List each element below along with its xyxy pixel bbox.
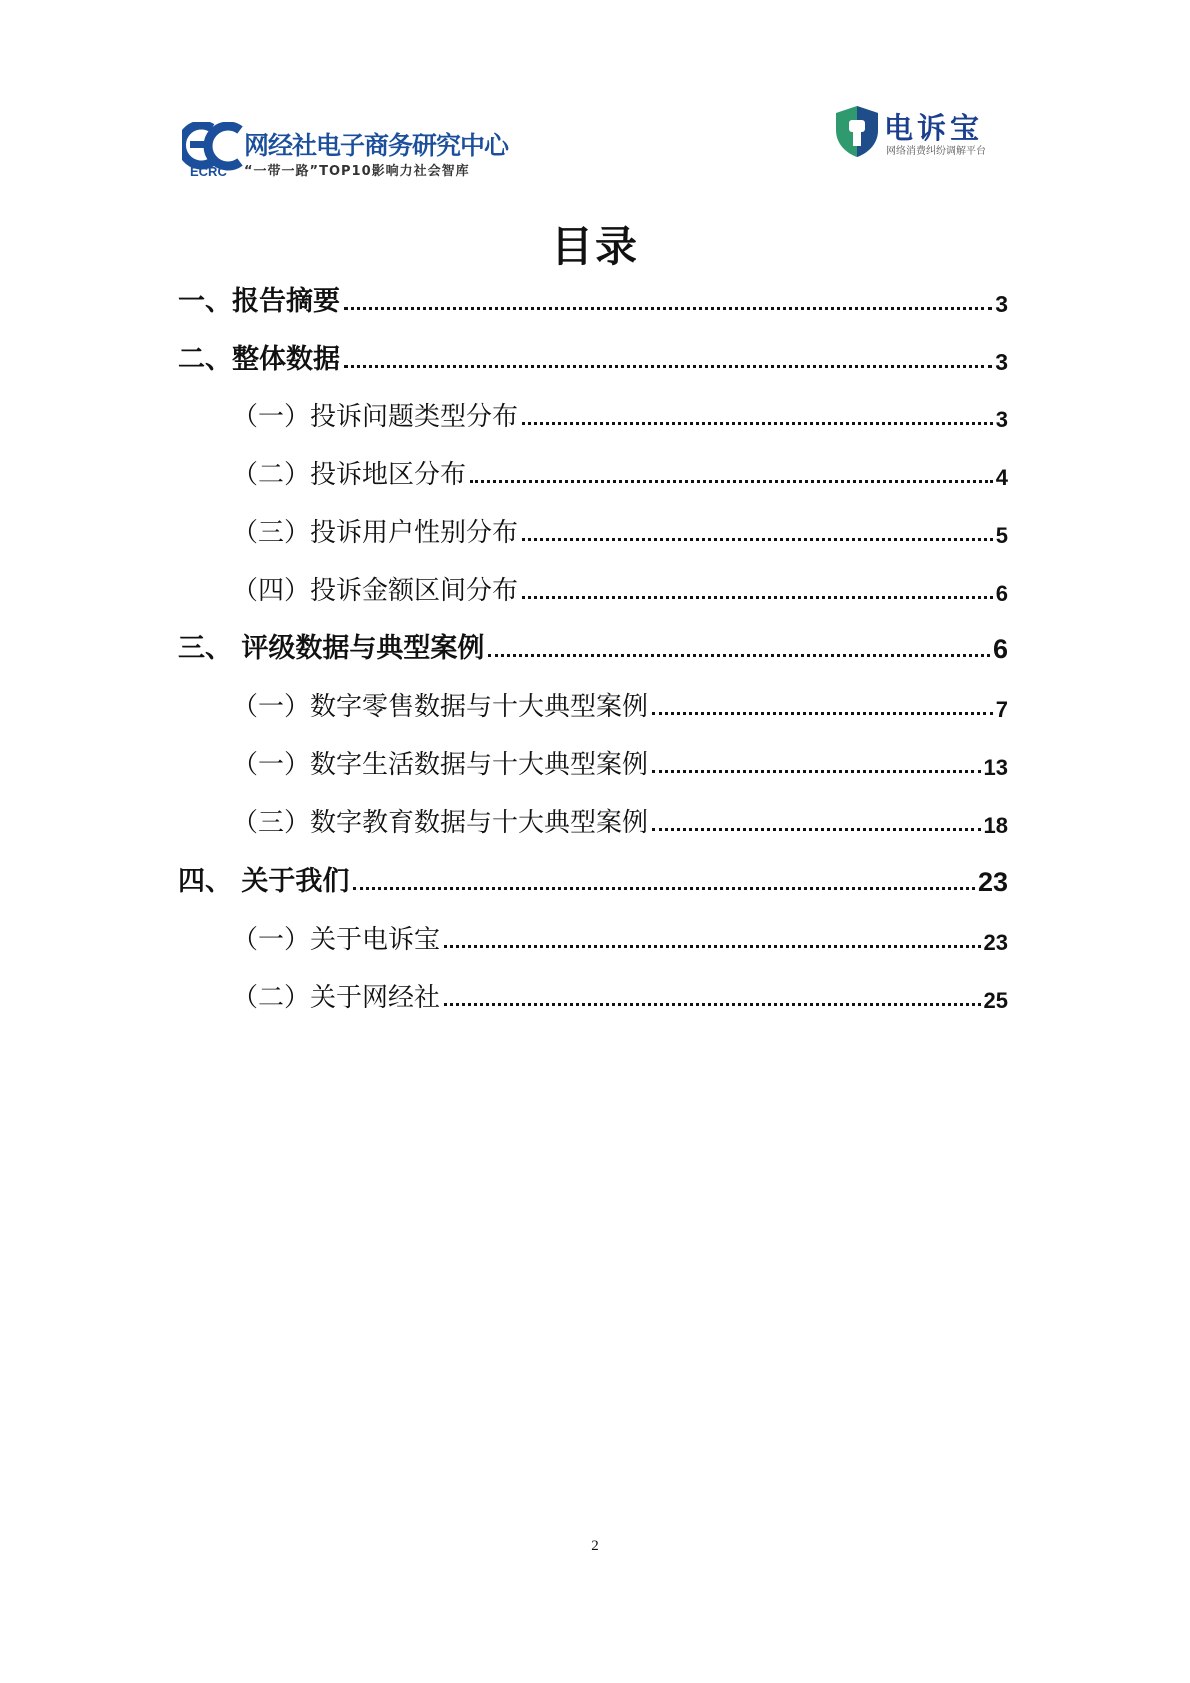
toc-entry-page: 25 <box>983 988 1008 1013</box>
toc-entry-label: （一）关于电诉宝 <box>232 925 441 955</box>
toc-leader-dots <box>344 365 992 368</box>
toc-entry-label: （三）投诉用户性别分布 <box>232 518 519 548</box>
toc-leader-dots <box>652 828 981 831</box>
ecrc-logo <box>182 122 512 184</box>
toc-entry-page: 6 <box>995 581 1008 606</box>
toc-entry-label: （一）数字生活数据与十大典型案例 <box>232 750 649 780</box>
ecrc-slogan: “一带一路”TOP10影响力社会智库 <box>244 164 470 179</box>
toc-entry-page: 18 <box>983 813 1008 838</box>
toc-entry-label: 四、 关于我们 <box>178 866 350 897</box>
toc-entry-summary[interactable] <box>178 284 1008 318</box>
toc-entry-complaint-amount[interactable] <box>232 573 1008 607</box>
page-number: 2 <box>591 1538 599 1554</box>
toc-entry-digital-life[interactable] <box>232 747 1008 781</box>
toc-entry-page: 5 <box>995 523 1008 548</box>
toc-entry-complaint-gender[interactable] <box>232 515 1008 549</box>
toc-entry-digital-retail[interactable] <box>232 689 1008 723</box>
toc-leader-dots <box>522 596 993 599</box>
toc-leader-dots <box>444 945 981 948</box>
toc-entry-complaint-types[interactable] <box>232 399 1008 433</box>
toc-entry-about-dianshubao[interactable] <box>232 922 1008 956</box>
toc-leader-dots <box>470 480 993 483</box>
toc-leader-dots <box>522 538 993 541</box>
toc-entry-digital-education[interactable] <box>232 805 1008 839</box>
toc-entry-page: 4 <box>995 465 1008 490</box>
shield-fist-icon <box>834 104 880 158</box>
toc-leader-dots <box>522 422 993 425</box>
toc-leader-dots <box>444 1003 981 1006</box>
ecrc-abbreviation: ECRC <box>190 164 227 179</box>
toc-entry-label: 一、报告摘要 <box>178 286 340 317</box>
dianshubao-subtitle: 网络消费纠纷调解平台 <box>886 146 986 157</box>
dianshubao-logo <box>834 104 1004 160</box>
ecrc-name: 网经社电子商务研究中心 <box>244 131 509 160</box>
toc-entry-complaint-regions[interactable] <box>232 457 1008 491</box>
toc-leader-dots <box>652 712 993 715</box>
toc-entry-page: 6 <box>992 634 1008 664</box>
toc-leader-dots <box>652 770 981 773</box>
toc-entry-label: （二）投诉地区分布 <box>232 460 467 490</box>
toc-entry-label: （一）数字零售数据与十大典型案例 <box>232 692 649 722</box>
toc-leader-dots <box>488 654 990 657</box>
toc-entry-label: 二、整体数据 <box>178 344 340 375</box>
toc-entry-label: 三、 评级数据与典型案例 <box>178 633 485 664</box>
toc-entry-ratings-cases[interactable] <box>178 631 1008 665</box>
toc-entry-label: （四）投诉金额区间分布 <box>232 576 519 606</box>
toc-entry-page: 3 <box>995 291 1008 317</box>
toc-entry-page: 3 <box>995 349 1008 375</box>
dianshubao-name: 电诉宝 <box>884 111 984 145</box>
toc-entry-page: 23 <box>983 930 1008 955</box>
toc-entry-about-us[interactable] <box>178 864 1008 898</box>
toc-entry-page: 23 <box>977 867 1008 897</box>
page-title: 目录 <box>550 222 639 271</box>
toc-entry-page: 7 <box>995 697 1008 722</box>
toc-entry-label: （三）数字教育数据与十大典型案例 <box>232 808 649 838</box>
toc-entry-page: 13 <box>983 755 1008 780</box>
toc-leader-dots <box>353 887 975 890</box>
toc-entry-about-wangjingshe[interactable] <box>232 980 1008 1014</box>
toc-entry-overall-data[interactable] <box>178 342 1008 376</box>
toc-leader-dots <box>344 307 992 310</box>
page-header <box>0 0 1190 200</box>
toc-entry-label: （二）关于网经社 <box>232 983 441 1013</box>
toc-entry-label: （一）投诉问题类型分布 <box>232 402 519 432</box>
toc-entry-page: 3 <box>995 407 1008 432</box>
